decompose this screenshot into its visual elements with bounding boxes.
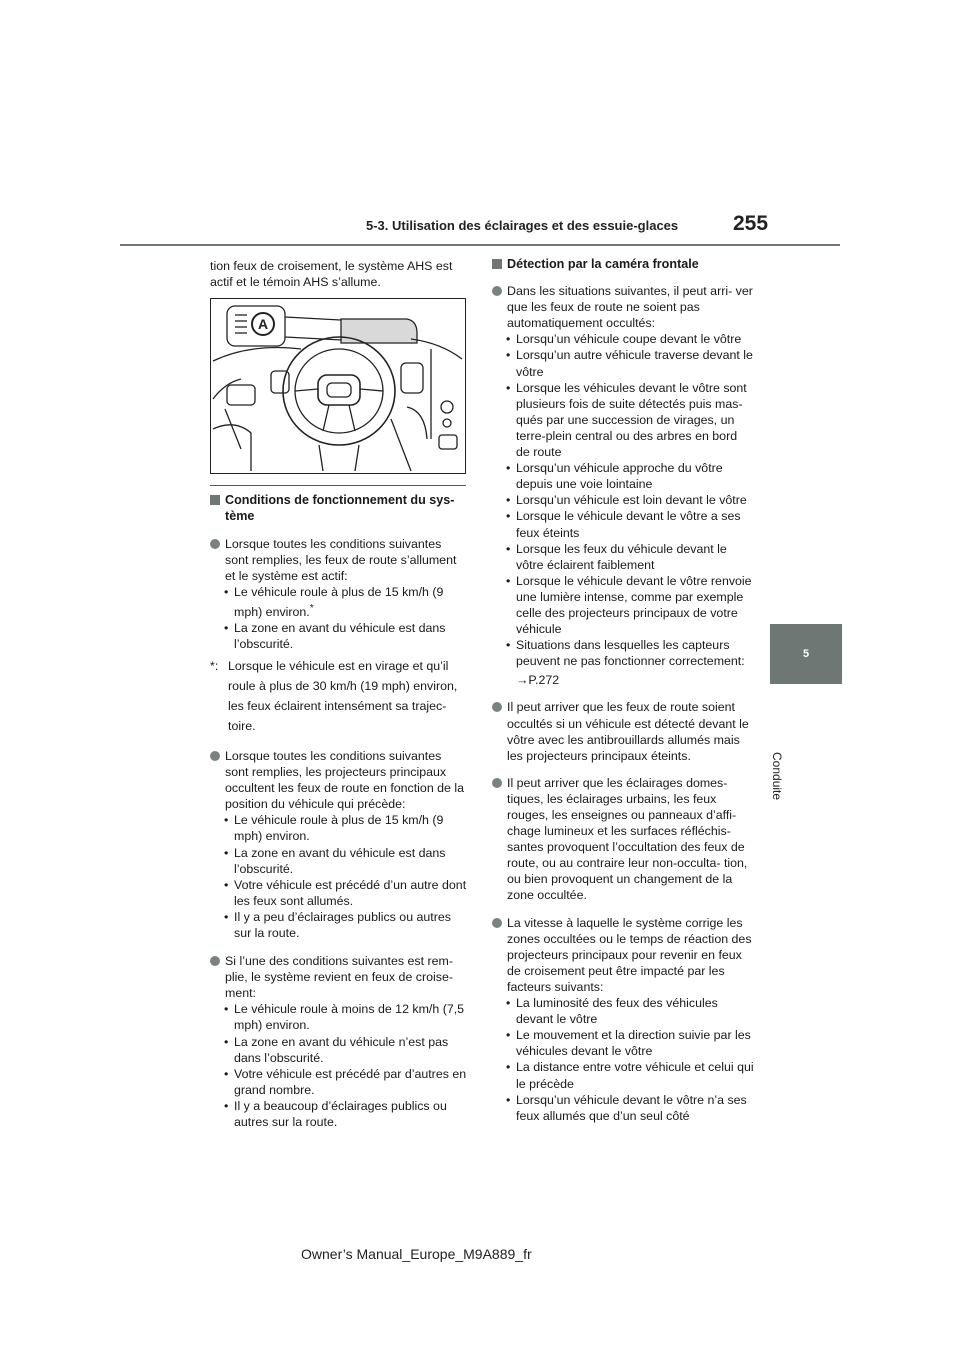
- bullet-dot-icon: [492, 918, 502, 928]
- list-item: • Il y a peu d’éclairages publics ou autres sur la route.: [210, 909, 468, 941]
- bullet-r1-text: Dans les situations suivantes, il peut arri- ver que les feux de route ne soient pas automatiquement occultés:: [507, 284, 753, 331]
- bullet-paragraph-r4: [492, 915, 754, 995]
- list-item: • Il y a beaucoup d’éclairages publics ou autres sur la route.: [210, 1098, 468, 1130]
- list-item: • La zone en avant du véhicule n’est pas dans l’obscurité.: [210, 1034, 468, 1066]
- list-item-text: Lorsqu’un véhicule coupe devant le vôtre: [516, 332, 742, 347]
- list-item: • La zone en avant du véhicule est dans l’obscurité.: [210, 845, 468, 877]
- list-item: • Le véhicule roule à plus de 15 km/h (9 mph) environ.: [210, 812, 468, 844]
- page-reference[interactable]: [492, 672, 754, 688]
- bullet-paragraph-r3: [492, 775, 754, 904]
- list-item-text: Lorsque les feux du véhicule devant le vôtre éclairent faiblement: [516, 541, 727, 572]
- section-heading-conditions: [210, 492, 468, 524]
- left-column: [210, 492, 468, 1130]
- list-item-text: Lorsqu’un véhicule devant le vôtre n’a ses feux allumés que d’un seul côté: [516, 1092, 747, 1123]
- ahs-indicator-icon: [227, 306, 285, 346]
- list-item-text: Il y a beaucoup d’éclairages publics ou autres sur la route.: [234, 1098, 447, 1130]
- bullet-dot-icon: [492, 778, 502, 788]
- list-item-text: Situations dans lesquelles les capteurs peuvent ne pas fonctionner correctement:: [516, 638, 745, 669]
- bullet-dot-icon: [492, 702, 502, 712]
- list-item: • Lorsqu’un autre véhicule traverse devant le vôtre: [506, 348, 753, 379]
- list-item-text: Le véhicule roule à moins de 12 km/h (7,5 mph) environ.: [234, 1002, 465, 1033]
- intro-text-block: [210, 258, 470, 290]
- square-bullet-icon: [492, 259, 502, 269]
- footnote-star: *: [309, 602, 314, 614]
- section-title-conditions: Conditions de fonctionnement du sys- tème: [225, 493, 455, 524]
- list-item-text: Lorsque le véhicule devant le vôtre renvoie une lumière intense, comme par exemple celle des projecteurs principaux de votre véhicule: [516, 573, 752, 637]
- bullet-dot-icon: [210, 539, 220, 549]
- bullet-r3-text: Il peut arriver que les éclairages domes- tiques, les éclairages urbains, les feux rouges, les enseignes ou panneaux d’affi- chage lumineux et les surfaces réfléchis- santes provoquent l’occultation des feux de route, ou au contraire leur non-occulta- tion, ou bien provoquent un changement de la zone occultée.: [507, 775, 748, 903]
- list-item-text: Lorsqu’un autre véhicule traverse devant le vôtre: [516, 348, 753, 379]
- list-item-text: Il y a peu d’éclairages publics ou autres sur la route.: [234, 909, 451, 940]
- dashboard-illustration: [210, 298, 466, 474]
- bullet-paragraph-2: [210, 748, 468, 812]
- list-item: • La zone en avant du véhicule est dans l’obscurité.: [210, 620, 468, 652]
- list-item-text: La zone en avant du véhicule est dans l’obscurité.: [234, 845, 446, 876]
- bullet-1-text: Lorsque toutes les conditions suivantes sont remplies, les feux de route s’allument et le système est actif:: [225, 537, 457, 584]
- list-item: • La distance entre votre véhicule et celui qui le précède: [506, 1060, 754, 1091]
- section-heading-camera: [492, 256, 754, 272]
- section-header-title: 5-3. Utilisation des éclairages et des essuie-glaces: [366, 218, 679, 233]
- footnote-text: Lorsque le véhicule est en virage et qu’il roule à plus de 30 km/h (19 mph) environ, les feux éclairent intensément sa trajec- toire.: [228, 658, 458, 733]
- list-item-text: Lorsqu’un véhicule est loin devant le vôtre: [516, 493, 747, 508]
- bullet-paragraph-1: [210, 536, 468, 584]
- list-item-text: Votre véhicule est précédé d’un autre dont les feux sont allumés.: [234, 877, 467, 908]
- header-divider: [120, 244, 840, 246]
- footer-text: Owner’s Manual_Europe_M9A889_fr: [301, 1246, 532, 1262]
- list-item: • Lorsqu’un véhicule approche du vôtre depuis une voie lointaine: [492, 460, 754, 492]
- list-item: • Lorsque les feux du véhicule devant le vôtre éclairent faiblement: [492, 541, 754, 573]
- figure-divider: [210, 485, 466, 486]
- list-item: • Lorsqu’un véhicule devant le vôtre n’a ses feux allumés que d’un seul côté: [492, 1092, 754, 1124]
- bullet-3-text: Si l’une des conditions suivantes est rem- plie, le système revient en feux de croise- ment:: [225, 954, 453, 1001]
- footnote-mark: *:: [210, 658, 219, 673]
- list-item-text: La zone en avant du véhicule est dans l’obscurité.: [234, 620, 446, 651]
- list-item-text: Le véhicule roule à plus de 15 km/h (9 mph) environ.: [234, 813, 444, 844]
- list-item: • Le véhicule roule à plus de 15 km/h (9 mph) environ.*: [224, 585, 444, 619]
- chapter-label: Conduite: [770, 752, 784, 801]
- list-item-text: La distance entre votre véhicule et celui qui le précède: [516, 1060, 754, 1091]
- bullet-dot-icon: [492, 286, 502, 296]
- square-bullet-icon: [210, 495, 220, 505]
- bullet-paragraph-r1: [492, 283, 754, 331]
- list-item: • Votre véhicule est précédé par d’autres en grand nombre.: [224, 1066, 467, 1097]
- chapter-number: 5: [802, 648, 810, 660]
- page-number: 255: [733, 212, 769, 235]
- ahs-letter: A: [257, 316, 269, 332]
- list-item-text: Le véhicule roule à plus de 15 km/h (9 mph) environ.: [234, 585, 444, 619]
- chapter-tab: [770, 624, 842, 684]
- list-item: • Lorsque le véhicule devant le vôtre a ses feux éteints: [492, 508, 754, 540]
- bullet-r2-text: Il peut arriver que les feux de route soient occultés si un véhicule est détecté devant le vôtre avec les antibrouillards allumés mais les projecteurs principaux éteints.: [507, 700, 749, 763]
- bullet-dot-icon: [210, 751, 220, 761]
- list-item: • Lorsque le véhicule devant le vôtre renvoie une lumière intense, comme par exemple celle des projecteurs principaux de votre véhicule: [492, 573, 754, 637]
- bullet-paragraph-3: [210, 953, 468, 1001]
- steering-wheel-drawing: [211, 299, 464, 472]
- right-column: [492, 256, 754, 1124]
- list-item: • Lorsque les véhicules devant le vôtre sont plusieurs fois de suite détectés puis mas- qués par une succession de virages, un terre-plein central ou des arbres en bord de route: [492, 380, 754, 460]
- bullet-dot-icon: [210, 956, 220, 966]
- section-title-camera: Détection par la caméra frontale: [507, 257, 699, 271]
- list-item: • La luminosité des feux des véhicules devant le vôtre: [492, 995, 754, 1027]
- list-item-text: La zone en avant du véhicule n’est pas dans l’obscurité.: [234, 1034, 449, 1065]
- bullet-r4-text: La vitesse à laquelle le système corrige les zones occultées ou le temps de réaction des projecteurs principaux pour revenir en feux de croisement peut être impacté par les facteurs suivants:: [507, 915, 752, 994]
- list-item-text: Lorsque les véhicules devant le vôtre sont plusieurs fois de suite détectés puis mas- qués par une succession de virages, un terre-plein central ou des arbres en bord de route: [516, 380, 747, 460]
- bullet-paragraph-r2: [492, 699, 754, 763]
- list-item-text: Lorsqu’un véhicule approche du vôtre depuis une voie lointaine: [516, 461, 723, 492]
- chapter-label-wrap: [768, 700, 818, 801]
- bullet-2-text: Lorsque toutes les conditions suivantes sont remplies, les projecteurs principaux occultent les feux de route en fonction de la position du véhicule qui précède:: [225, 748, 465, 812]
- list-item-text: Lorsque le véhicule devant le vôtre a ses feux éteints: [516, 509, 741, 540]
- list-item: • Lorsqu’un véhicule coupe devant le vôtre: [506, 332, 742, 347]
- list-item-text: La luminosité des feux des véhicules devant le vôtre: [516, 996, 718, 1027]
- footnote: [210, 656, 468, 736]
- list-item: • Votre véhicule est précédé d’un autre dont les feux sont allumés.: [224, 877, 467, 908]
- intro-paragraph: tion feux de croisement, le système AHS est actif et le témoin AHS s’allume.: [210, 259, 453, 290]
- list-item: • Le véhicule roule à moins de 12 km/h (7,5 mph) environ.: [210, 1001, 468, 1033]
- list-item: • Situations dans lesquelles les capteurs peuvent ne pas fonctionner correctement:: [492, 637, 754, 669]
- list-item: • Lorsqu’un véhicule est loin devant le vôtre: [506, 493, 747, 508]
- list-item-text: Le mouvement et la direction suivie par les véhicules devant le vôtre: [516, 1028, 751, 1059]
- list-item-text: Votre véhicule est précédé par d’autres en grand nombre.: [234, 1066, 467, 1097]
- list-item: • Le mouvement et la direction suivie par les véhicules devant le vôtre: [492, 1027, 754, 1059]
- page-reference-link[interactable]: →P.272: [516, 673, 560, 688]
